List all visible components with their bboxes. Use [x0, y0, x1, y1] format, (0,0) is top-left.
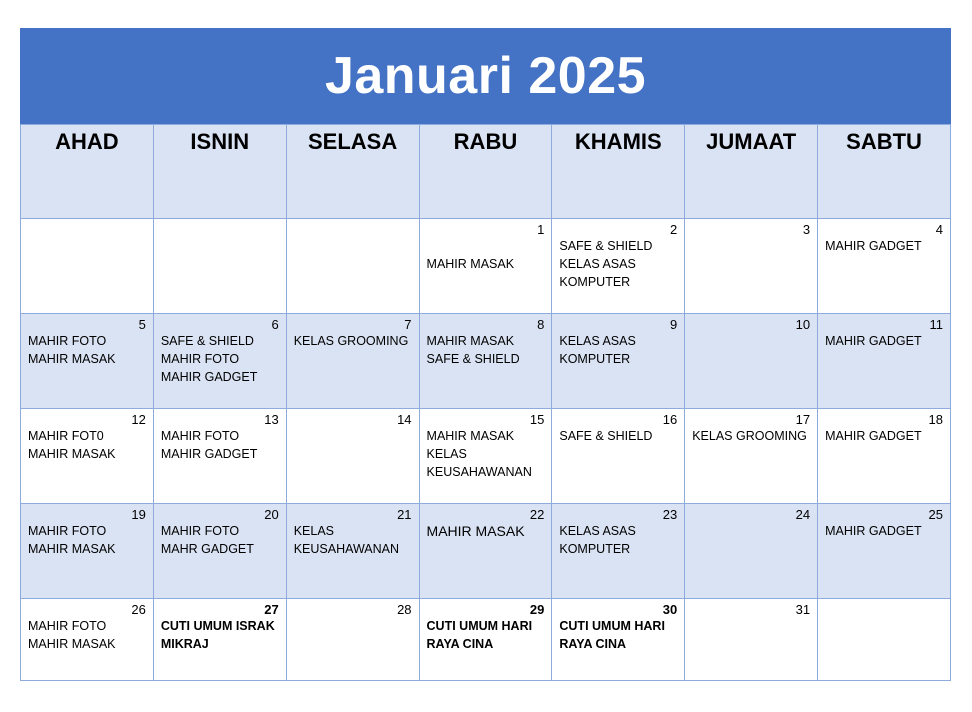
day-number: 12 [131, 412, 146, 427]
event-item: MAHIR MASAK [28, 447, 116, 461]
day-events [552, 427, 684, 445]
day-number [818, 599, 950, 617]
event-item: MAHIR GADGET [825, 429, 922, 443]
weekday-header-row [21, 125, 951, 219]
event-item: SAFE & SHIELD [559, 239, 653, 253]
event-item: CUTI UMUM HARI RAYA CINA [559, 619, 665, 651]
day-number: 5 [138, 317, 146, 332]
day-events [552, 332, 684, 368]
day-cell-8 [419, 314, 552, 409]
day-cell-28 [286, 599, 419, 681]
day-number: 2 [669, 222, 678, 237]
weekday-header-isnin: ISNIN [153, 125, 286, 219]
day-number [154, 219, 286, 237]
day-cell-2 [552, 219, 685, 314]
day-number: 20 [264, 507, 279, 522]
day-cell-11 [818, 314, 951, 409]
day-number: 15 [529, 412, 545, 427]
event-item: MAHIR MASAK [426, 429, 515, 443]
event-item: MAHIR MASAK [426, 523, 525, 539]
day-number: 17 [795, 412, 811, 427]
day-number: 21 [397, 507, 412, 522]
event-item: MAHIR GADGET [825, 524, 922, 538]
day-number: 18 [928, 412, 943, 427]
event-item: KELAS GROOMING [692, 429, 807, 443]
event-item: MAHIR FOTO [28, 334, 107, 348]
event-item: MAHIR MASAK [426, 257, 515, 271]
day-number: 3 [802, 222, 811, 237]
day-cell-5 [21, 314, 154, 409]
day-events [818, 522, 950, 540]
calendar [20, 28, 951, 681]
day-number: 6 [271, 317, 279, 332]
day-number: 14 [397, 412, 412, 427]
week-row [21, 219, 951, 314]
weekday-header-ahad: AHAD [21, 125, 154, 219]
day-cell-17 [685, 409, 818, 504]
day-events [552, 237, 684, 291]
day-cell-22 [419, 504, 552, 599]
day-cell-10 [685, 314, 818, 409]
day-events [21, 332, 153, 368]
day-cell-18 [818, 409, 951, 504]
event-item: MAHIR MASAK [28, 637, 116, 651]
day-cell-29 [419, 599, 552, 681]
event-item: MAHIR GADGET [825, 334, 922, 348]
day-events [818, 237, 950, 255]
day-number [287, 219, 419, 237]
calendar-title-bar [20, 28, 951, 124]
day-events [818, 332, 950, 350]
day-cell-25 [818, 504, 951, 599]
day-number: 29 [529, 602, 545, 617]
event-item: KELAS ASAS KOMPUTER [559, 257, 636, 289]
event-spacer [427, 237, 546, 255]
event-item: KELAS KEUSAHAWANAN [293, 524, 400, 556]
event-item: KELAS ASAS KOMPUTER [559, 334, 636, 366]
day-cell-27 [153, 599, 286, 681]
event-item: MAHIR FOTO [28, 619, 107, 633]
empty-day-cell [153, 219, 286, 314]
event-item: MAHIR MASAK [426, 334, 515, 348]
week-row [21, 409, 951, 504]
event-item: MAHIR FOTO [160, 429, 240, 443]
day-cell-4 [818, 219, 951, 314]
day-cell-30 [552, 599, 685, 681]
weekday-header-khamis: KHAMIS [552, 125, 685, 219]
day-cell-31 [685, 599, 818, 681]
day-cell-6 [153, 314, 286, 409]
day-events [21, 427, 153, 463]
day-cell-9 [552, 314, 685, 409]
day-number: 16 [662, 412, 678, 427]
day-cell-13 [153, 409, 286, 504]
day-number: 1 [537, 222, 545, 237]
day-cell-21 [286, 504, 419, 599]
day-number: 26 [131, 602, 146, 617]
day-number: 11 [929, 317, 943, 332]
day-events [154, 522, 286, 558]
event-item: MAHIR FOTO [160, 524, 240, 538]
day-events [420, 617, 552, 653]
day-cell-12 [21, 409, 154, 504]
day-cell-3 [685, 219, 818, 314]
day-number: 27 [264, 602, 279, 617]
weekday-header-sabtu: SABTU [818, 125, 951, 219]
day-events [552, 617, 684, 653]
day-events [154, 427, 286, 463]
event-item: MAHIR FOTO [28, 524, 107, 538]
week-row [21, 314, 951, 409]
day-number: 22 [529, 507, 545, 522]
day-number: 19 [131, 507, 146, 522]
event-item: MAHIR GADGET [160, 447, 258, 461]
day-cell-24 [685, 504, 818, 599]
day-events [154, 332, 286, 386]
day-events [420, 237, 552, 273]
day-number: 10 [795, 317, 811, 332]
event-item: KELAS ASAS KOMPUTER [559, 524, 636, 556]
day-cell-20 [153, 504, 286, 599]
week-row [21, 599, 951, 681]
day-cell-26 [21, 599, 154, 681]
week-row [21, 504, 951, 599]
day-cell-7 [286, 314, 419, 409]
event-item: KELAS GROOMING [293, 334, 409, 348]
day-events [154, 617, 286, 653]
event-item: MAHR GADGET [160, 542, 254, 556]
day-number: 24 [795, 507, 811, 522]
event-item: MAHIR MASAK [28, 542, 116, 556]
day-cell-14 [286, 409, 419, 504]
day-cell-1 [419, 219, 552, 314]
day-number: 13 [264, 412, 279, 427]
event-item: MAHIR MASAK [28, 352, 116, 366]
day-events [21, 522, 153, 558]
day-number: 8 [537, 317, 545, 332]
day-number: 9 [669, 317, 678, 332]
day-number: 31 [795, 602, 811, 617]
day-cell-15 [419, 409, 552, 504]
day-events [552, 522, 684, 558]
day-events [685, 427, 817, 445]
event-item: MAHIR FOTO [160, 352, 240, 366]
event-item: SAFE & SHIELD [426, 352, 520, 366]
event-item: SAFE & SHIELD [559, 429, 653, 443]
calendar-grid [20, 124, 951, 681]
event-item: MAHIR GADGET [160, 370, 258, 384]
day-number: 23 [662, 507, 678, 522]
day-cell-16 [552, 409, 685, 504]
empty-day-cell [21, 219, 154, 314]
event-item: KELAS KEUSAHAWANAN [426, 447, 532, 479]
event-item: CUTI UMUM HARI RAYA CINA [426, 619, 533, 651]
weekday-header-jumaat: JUMAAT [685, 125, 818, 219]
day-cell-23 [552, 504, 685, 599]
event-item: CUTI UMUM ISRAK MIKRAJ [160, 619, 275, 651]
day-events [287, 522, 419, 558]
weekday-header-rabu: RABU [419, 125, 552, 219]
event-item: MAHIR GADGET [825, 239, 922, 253]
weekday-header-selasa: SELASA [286, 125, 419, 219]
empty-day-cell [818, 599, 951, 681]
day-number: 4 [935, 222, 943, 237]
event-item: SAFE & SHIELD [160, 334, 254, 348]
day-events [420, 522, 552, 540]
day-number: 25 [928, 507, 943, 522]
day-cell-19 [21, 504, 154, 599]
month-title: Januari 2025 [324, 47, 647, 105]
day-number: 7 [404, 317, 412, 332]
event-item: MAHIR FOT0 [28, 429, 104, 443]
day-events [818, 427, 950, 445]
empty-day-cell [286, 219, 419, 314]
day-events [21, 617, 153, 653]
day-number: 28 [397, 602, 412, 617]
day-events [287, 332, 419, 350]
day-number: 30 [662, 602, 678, 617]
day-events [420, 332, 552, 368]
day-number [21, 219, 153, 237]
day-events [420, 427, 552, 481]
